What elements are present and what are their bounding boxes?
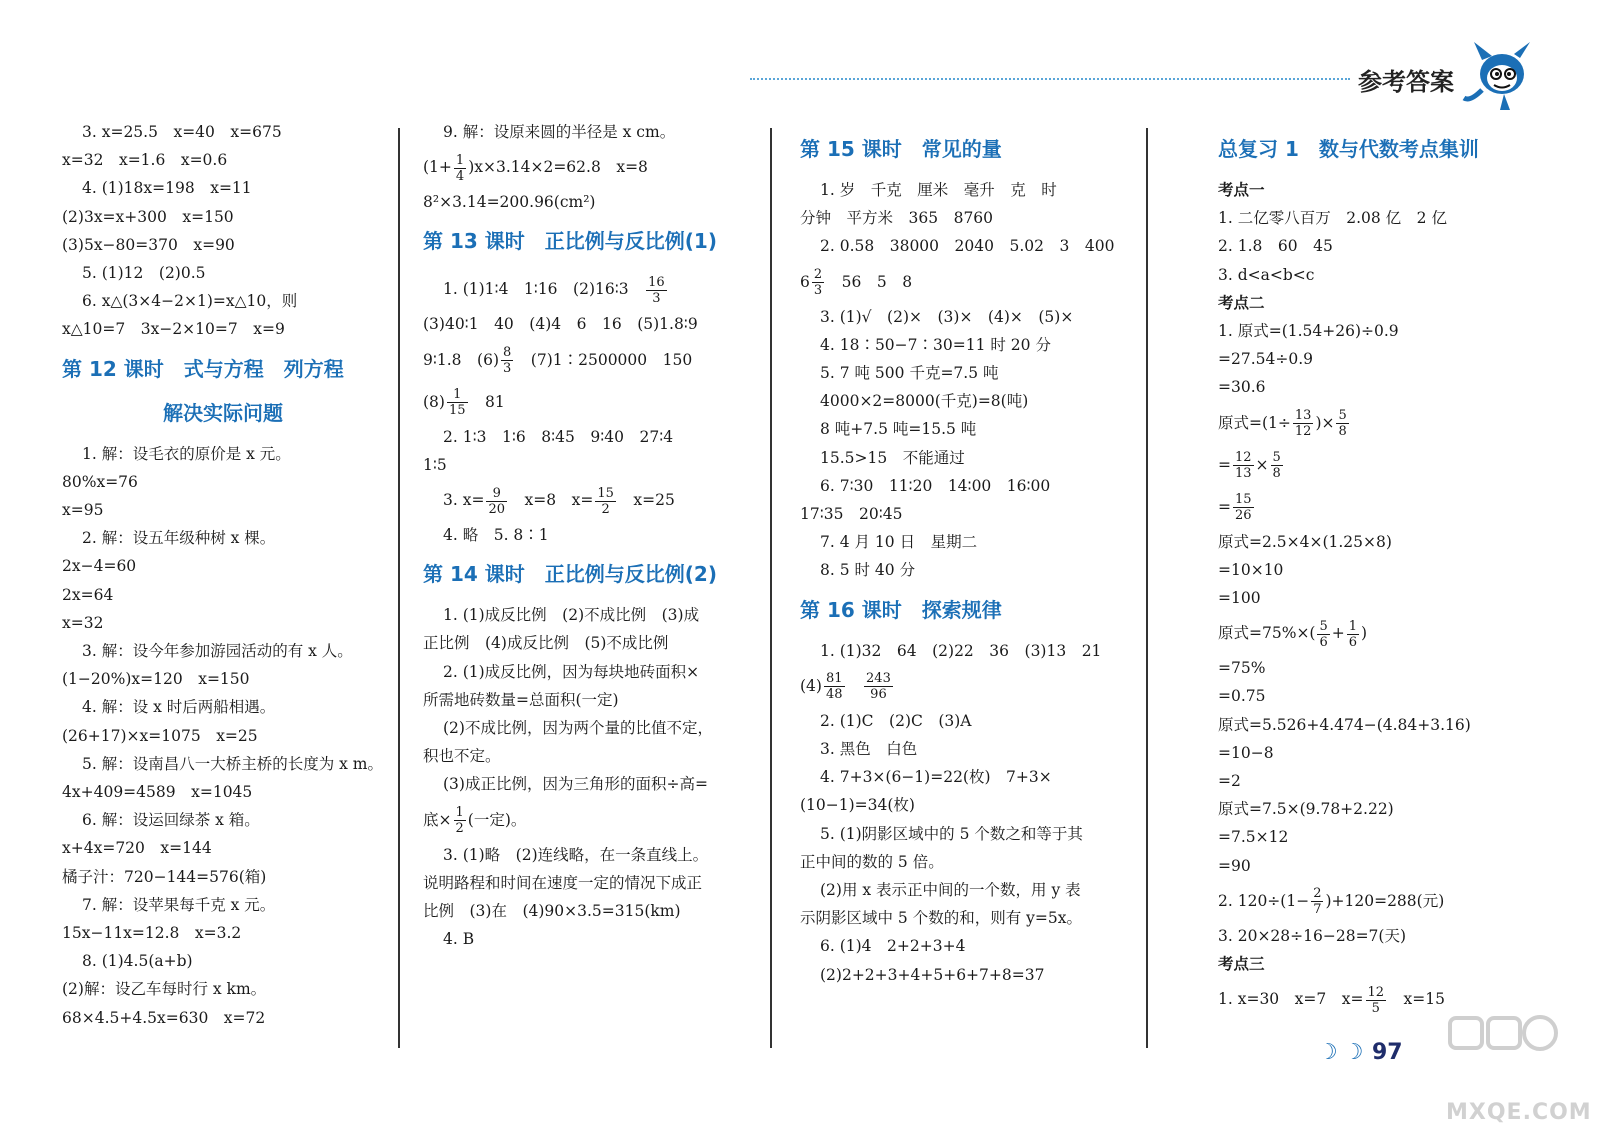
fraction — [1347, 619, 1359, 650]
answer-line: 5. 解：设南昌八一大桥主桥的长度为 x m。 — [82, 754, 384, 773]
text: 81 — [469, 392, 505, 411]
answer-line: x△10=7 3x−2×10=7 x=9 — [62, 320, 285, 339]
fraction — [1271, 450, 1283, 481]
answer-line: 4x+409=4589 x=1045 — [62, 783, 253, 802]
answer-line: (3)成正比例，因为三角形的面积÷高= — [443, 775, 708, 794]
column-divider — [398, 128, 400, 1048]
answer-line: 1. 岁 千克 厘米 毫升 克 时 — [820, 181, 1057, 199]
answer-line: =10×10 — [1218, 560, 1284, 579]
text: 3. x= — [443, 491, 485, 510]
answer-line: =75% — [1218, 659, 1266, 678]
denominator: 5 — [1371, 1000, 1380, 1016]
answer-line: 正比例 (4)成反比例 (5)不成比例 — [423, 634, 669, 653]
answer-line-fraction — [1218, 486, 1588, 528]
answer-line: 5. 7 吨 500 千克=7.5 吨 — [820, 364, 999, 383]
answer-line: 8 吨+7.5 吨=15.5 吨 — [820, 420, 977, 439]
point-heading-1: 考点一 — [1218, 181, 1265, 199]
numerator: 2 — [813, 267, 823, 283]
denominator: 6 — [1319, 634, 1328, 650]
answer-line-fraction — [1218, 444, 1588, 486]
answer-line: 6. (1)4 2+2+3+4 — [820, 937, 966, 956]
denominator: 2 — [455, 821, 464, 837]
answer-line-fraction — [1218, 612, 1588, 654]
section-title-16: 第 16 课时 探索规律 — [800, 597, 1002, 622]
text: (1+ — [423, 158, 452, 177]
answer-line: 原式=2.5×4×(1.25×8) — [1218, 532, 1392, 551]
answer-line: (1−20%)x=120 x=150 — [62, 670, 250, 689]
answer-line: =100 — [1218, 589, 1261, 608]
section-title-14: 第 14 课时 正比例与反比例(2) — [423, 562, 717, 587]
answer-line-fraction — [423, 799, 773, 841]
answer-line: 2. 1∶3 1∶6 8∶45 9∶40 27∶4 — [443, 427, 674, 446]
answer-line: 4. 略 5. 8∶1 — [443, 526, 549, 545]
answer-line: 3. 解：设今年参加游园活动的有 x 人。 — [82, 642, 353, 661]
page-number: 97 — [1372, 1040, 1403, 1065]
answer-line: 比例 (3)在 (4)90×3.5=315(km) — [423, 902, 681, 921]
text: + — [1331, 624, 1345, 643]
numerator: 15 — [1235, 492, 1252, 508]
answer-line: (26+17)×x=1075 x=25 — [62, 726, 258, 745]
answer-line: 说明路程和时间在速度一定的情况下成正 — [423, 873, 703, 892]
answer-line-fraction — [800, 665, 1150, 707]
point-heading-3: 考点三 — [1218, 955, 1265, 974]
answer-line: x+4x=720 x=144 — [62, 839, 212, 858]
denominator: 8 — [1272, 466, 1281, 482]
answer-column-4 — [1218, 118, 1588, 1048]
answer-line: 所需地砖数量=总面积(一定) — [423, 690, 619, 709]
text: (4) — [800, 676, 822, 695]
fraction — [864, 671, 893, 702]
answer-column-3 — [800, 118, 1150, 1048]
answer-line: (3)5x−80=370 x=90 — [62, 235, 235, 254]
fraction — [646, 275, 667, 306]
text: x=25 — [617, 491, 675, 510]
answer-line: 2. 解：设五年级种树 x 棵。 — [82, 529, 276, 548]
denominator: 13 — [1235, 466, 1252, 482]
fraction — [1233, 450, 1254, 481]
review-title: 总复习 1 数与代数考点集训 — [1218, 137, 1479, 161]
answer-line: 1. (1)成反比例 (2)不成比例 (3)成 — [443, 606, 700, 625]
answer-line: 3. (1)√ (2)× (3)× (4)× (5)× — [820, 307, 1074, 326]
fraction — [486, 486, 507, 517]
denominator: 4 — [455, 168, 465, 184]
answer-line: 3. 20×28÷16−28=7(天) — [1218, 926, 1407, 945]
answer-line: 8. (1)4.5(a+b) — [82, 952, 193, 971]
answer-line: 3. 黑色 白色 — [820, 740, 918, 759]
answer-line: (2)解：设乙车每时行 x km。 — [62, 980, 267, 999]
numerator: 1 — [455, 805, 464, 821]
answer-line: 2x−4=60 — [62, 557, 137, 576]
answer-line: (2)用 x 表示正中间的一个数，用 y 表 — [820, 881, 1081, 900]
denominator: 12 — [1294, 424, 1312, 440]
point-heading-2: 考点二 — [1218, 293, 1265, 312]
numerator: 5 — [1338, 408, 1347, 424]
text: = — [1218, 455, 1231, 474]
answer-line: 8. 5 时 40 分 — [820, 561, 916, 580]
fraction — [1233, 492, 1254, 523]
answer-line: 积也不定。 — [423, 747, 501, 766]
answer-line: 5. (1)12 (2)0.5 — [82, 264, 206, 283]
answer-line: 80%x=76 — [62, 472, 138, 491]
numerator: 81 — [825, 671, 843, 687]
text: (8) — [423, 392, 445, 411]
mascot-icon — [1460, 40, 1542, 112]
answer-line: x=32 — [62, 613, 104, 632]
answer-line: 原式=5.526+4.474−(4.84+3.16) — [1218, 715, 1471, 734]
text: 9∶1.8 (6) — [423, 350, 500, 369]
section-title-13: 第 13 课时 正比例与反比例(1) — [423, 229, 717, 254]
answer-line: 1. 二亿零八百万 2.08 亿 2 亿 — [1218, 209, 1447, 228]
answer-line: 橘子汁：720−144=576(箱) — [62, 867, 267, 886]
fraction — [447, 387, 468, 418]
answer-line: 15.5>15 不能通过 — [820, 448, 965, 467]
answer-line: 68×4.5+4.5x=630 x=72 — [62, 1008, 266, 1027]
denominator: 96 — [870, 687, 887, 703]
fraction — [824, 671, 845, 702]
numerator: 16 — [648, 274, 665, 290]
fraction — [1366, 985, 1387, 1016]
section-subtitle-12: 解决实际问题 — [163, 400, 283, 425]
answer-line: 1∶5 — [423, 455, 447, 474]
text: 1. x=30 x=7 x= — [1218, 990, 1364, 1009]
answer-line: 7. 4 月 10 日 星期二 — [820, 533, 978, 552]
text: 6 — [800, 272, 810, 291]
answer-line: 4. 7+3×(6−1)=22(枚) 7+3× — [820, 768, 1052, 787]
denominator: 3 — [652, 290, 661, 306]
text: )+120=288(元) — [1325, 891, 1445, 910]
answer-line-fraction — [423, 268, 773, 310]
answer-line: (10−1)=34(枚) — [800, 796, 915, 815]
answer-line: =2 — [1218, 772, 1241, 791]
answer-line: =27.54÷0.9 — [1218, 350, 1313, 369]
numerator: 1 — [455, 152, 465, 168]
text: (一定)。 — [467, 810, 527, 829]
text: 原式=75%×( — [1218, 624, 1316, 643]
answer-line: =30.6 — [1218, 378, 1266, 397]
fraction — [1293, 408, 1314, 439]
fraction — [812, 267, 824, 298]
answer-line-fraction — [1218, 402, 1588, 444]
answer-line-fraction — [423, 146, 773, 188]
watermark-text: MXQE.COM — [1446, 1100, 1592, 1125]
answer-line: x=95 — [62, 501, 104, 520]
answer-line: =10−8 — [1218, 743, 1274, 762]
answer-line-fraction — [423, 479, 773, 521]
text: )x×3.14×2=62.8 x=8 — [468, 158, 648, 177]
answer-line: (2)3x=x+300 x=150 — [62, 207, 234, 226]
fraction — [1336, 408, 1348, 439]
text: 56 5 8 — [826, 272, 913, 291]
answer-line: 4. (1)18x=198 x=11 — [82, 179, 252, 198]
answer-line: 2. (1)成反比例，因为每块地砖面积× — [443, 662, 700, 681]
moon-decoration-icon: ☽☽ — [1318, 1040, 1370, 1065]
text: 原式=(1÷ — [1218, 413, 1291, 432]
numerator: 13 — [1294, 408, 1312, 424]
answer-column-1 — [62, 118, 384, 1048]
text: (7)1∶2500000 150 — [515, 350, 693, 369]
text: x=15 — [1388, 990, 1445, 1009]
answer-line: 4. 解：设 x 时后两船相遇。 — [82, 698, 276, 717]
answer-line: 17∶35 20∶45 — [800, 505, 903, 524]
text: 底× — [423, 810, 452, 829]
answer-line: 15x−11x=12.8 x=3.2 — [62, 924, 242, 943]
answer-line: =0.75 — [1218, 687, 1266, 706]
text: 2. 120÷(1− — [1218, 891, 1310, 910]
numerator: 1 — [1348, 618, 1358, 634]
numerator: 5 — [1319, 618, 1328, 634]
answer-line: 8²×3.14=200.96(cm²) — [423, 193, 596, 212]
text: = — [1218, 497, 1231, 516]
answer-line: 2. 0.58 38000 2040 5.02 3 400 — [820, 237, 1115, 256]
answer-column-2 — [423, 118, 773, 1048]
denominator: 15 — [448, 403, 466, 419]
fraction — [501, 345, 513, 376]
answer-line: 7. 解：设苹果每千克 x 元。 — [82, 895, 276, 914]
answer-line: 2x=64 — [62, 585, 114, 604]
denominator: 6 — [1348, 634, 1358, 650]
answer-line: 示阴影区域中 5 个数的和，则有 y=5x。 — [800, 909, 1082, 928]
denominator: 3 — [503, 361, 512, 377]
fraction — [1311, 886, 1323, 917]
denominator: 3 — [813, 283, 823, 299]
page-title: 参考答案 — [1358, 68, 1454, 96]
fraction — [1317, 619, 1329, 650]
answer-line: 3. d<a<b<c — [1218, 265, 1315, 284]
answer-line: 正中间的数的 5 倍。 — [800, 852, 944, 871]
answer-line: (2)2+2+3+4+5+6+7+8=37 — [820, 965, 1045, 984]
answer-line-fraction — [800, 261, 1150, 303]
text: x=8 x= — [509, 491, 594, 510]
numerator: 1 — [447, 387, 468, 403]
denominator: 2 — [601, 501, 610, 517]
denominator: 7 — [1313, 902, 1322, 918]
watermark-logo-icon — [1448, 1014, 1560, 1074]
fraction — [454, 153, 466, 184]
answer-line: 6. 解：设运回绿茶 x 箱。 — [82, 811, 260, 830]
header-dotted-rule — [750, 78, 1350, 80]
answer-line: 6. 7∶30 11∶20 14∶00 16∶00 — [820, 476, 1051, 495]
numerator: 12 — [1235, 450, 1252, 466]
answer-line-fraction — [1218, 880, 1588, 922]
numerator: 9 — [486, 486, 507, 502]
fraction — [595, 486, 616, 517]
answer-line: 9. 解：设原来圆的半径是 x cm。 — [443, 123, 676, 141]
denominator: 8 — [1338, 424, 1347, 440]
answer-line-fraction — [423, 339, 773, 381]
numerator: 243 — [866, 671, 891, 687]
numerator: 5 — [1272, 450, 1281, 466]
section-title-12: 第 12 课时 式与方程 列方程 — [62, 356, 344, 381]
answer-line-fraction — [423, 381, 773, 423]
answer-line: 原式=7.5×(9.78+2.22) — [1218, 800, 1394, 819]
answer-line: 1. 解：设毛衣的原价是 x 元。 — [82, 444, 291, 463]
answer-line: 5. (1)阴影区域中的 5 个数之和等于其 — [820, 824, 1083, 843]
answer-line: 4. 18∶50−7∶30=11 时 20 分 — [820, 335, 1051, 354]
text: × — [1255, 455, 1269, 474]
answer-line: 2. (1)C (2)C (3)A — [820, 711, 972, 730]
answer-line: 3. x=25.5 x=40 x=675 — [82, 123, 282, 141]
numerator: 15 — [597, 485, 614, 501]
numerator: 12 — [1367, 984, 1385, 1000]
answer-line: 4. B — [443, 930, 475, 949]
answer-line: 6. x△(3×4−2×1)=x△10，则 — [82, 292, 298, 311]
answer-line: 2. 1.8 60 45 — [1218, 237, 1333, 256]
answer-line: =90 — [1218, 856, 1251, 875]
answer-line: (3)40∶1 40 (4)4 6 16 (5)1.8∶9 — [423, 315, 698, 334]
answer-line: 4000×2=8000(千克)=8(吨) — [820, 392, 1029, 411]
answer-line: 3. (1)略 (2)连线略，在一条直线上。 — [443, 845, 709, 864]
text: )× — [1315, 413, 1335, 432]
answer-line: 1. (1)32 64 (2)22 36 (3)13 21 — [820, 641, 1102, 660]
numerator: 2 — [1313, 886, 1322, 902]
answer-line: x=32 x=1.6 x=0.6 — [62, 151, 228, 170]
denominator: 20 — [488, 501, 505, 517]
answer-line: =7.5×12 — [1218, 828, 1289, 847]
answer-line: 1. 原式=(1.54+26)÷0.9 — [1218, 322, 1399, 341]
denominator: 48 — [825, 687, 843, 703]
text: 1. (1)1∶4 1∶16 (2)16∶3 — [443, 280, 629, 299]
section-title-15: 第 15 课时 常见的量 — [800, 137, 1002, 161]
denominator: 26 — [1235, 508, 1252, 524]
numerator: 8 — [503, 345, 512, 361]
text: ) — [1361, 624, 1368, 643]
answer-line: 分钟 平方米 365 8760 — [800, 209, 994, 228]
fraction — [454, 805, 466, 836]
answer-line: (2)不成比例，因为两个量的比值不定， — [443, 719, 713, 738]
